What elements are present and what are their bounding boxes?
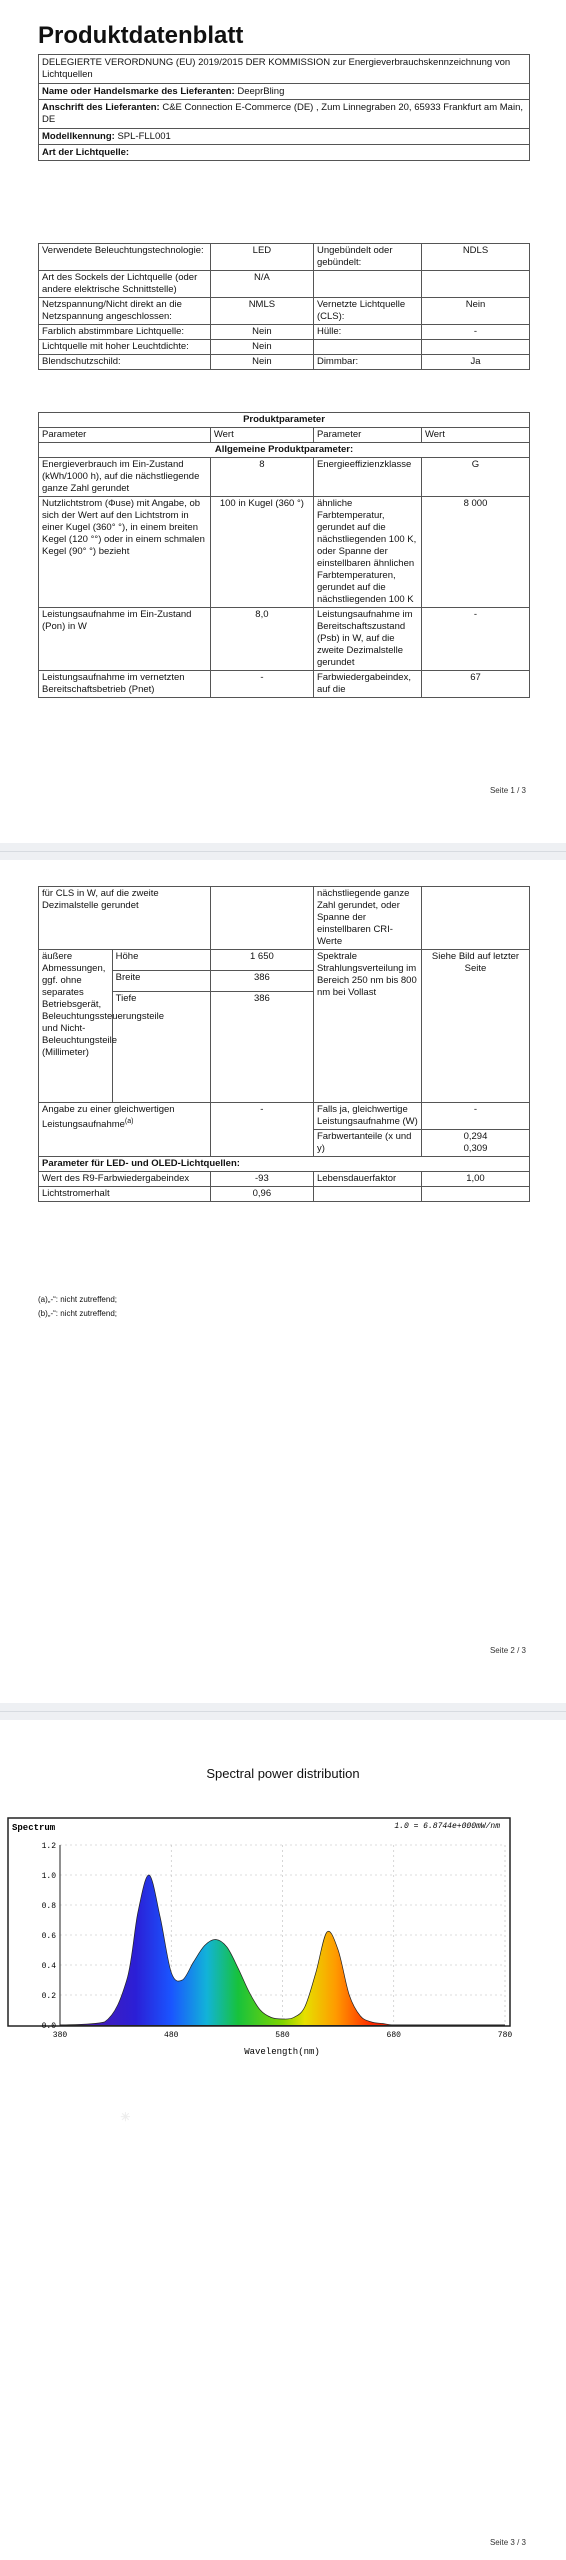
param-value: G <box>421 458 529 497</box>
footnote: (b)„-“: nicht zutreffend; <box>38 1309 117 1318</box>
page-2 <box>0 860 566 1703</box>
watermark: ☀ <box>120 2110 131 2124</box>
page-number: Seite 2 / 3 <box>489 1646 526 1655</box>
equiv-power-label: Falls ja, gleichwertige Leistungsaufnahme (W) <box>313 1103 421 1130</box>
params-table-wrap <box>38 412 530 778</box>
type-param-label: Blendschutzschild: <box>39 355 211 370</box>
x-tick-label: 580 <box>275 2031 290 2040</box>
spectral-label: Spektrale Strahlungsverteilung im Bereich 250 nm bis 800 nm bei Vollast <box>313 950 421 1103</box>
param-row <box>39 497 530 608</box>
spectral-value: Siehe Bild auf letzter Seite <box>421 950 529 1103</box>
regulation-text: DELEGIERTE VERORDNUNG (EU) 2019/2015 DER KOMMISSION zur Energieverbrauchskennzeichnung von Lichtquellen <box>39 55 529 84</box>
param-value: - <box>421 608 529 671</box>
dim-name: Tiefe <box>112 992 210 1103</box>
cont-param-2: nächstliegende ganze Zahl gerundet, oder Spanne der einstellbaren CRI-Werte <box>313 887 421 950</box>
param-value: 67 <box>421 671 529 698</box>
type-table <box>38 243 530 370</box>
type-param-value <box>421 271 529 298</box>
col-value-2: Wert <box>421 428 529 443</box>
col-value-1: Wert <box>210 428 313 443</box>
type-param-value: Nein <box>210 355 313 370</box>
param-label: Energieeffizienzklasse <box>313 458 421 497</box>
params-continued-table <box>38 886 530 1202</box>
dims-label: äußere Abmessungen, ggf. ohne separates Betriebsgerät, Beleuchtungssteuerungsteile und Nicht-Beleuchtungsteile (Millimeter) <box>39 950 113 1103</box>
y-tick-label: 0.6 <box>41 1932 56 1941</box>
page-1 <box>0 0 566 843</box>
type-row <box>39 298 530 325</box>
dim-value: 1 650 <box>210 950 313 971</box>
type-param-value: LED <box>210 244 313 271</box>
chroma-label: Farbwertanteile (x und y) <box>313 1130 421 1157</box>
r9-label: Wert des R9-Farbwiedergabeindex <box>39 1172 211 1187</box>
x-tick-label: 480 <box>164 2031 179 2040</box>
x-tick-label: 680 <box>386 2031 401 2040</box>
type-param-label: Ungebündelt oder gebündelt: <box>313 244 421 271</box>
life-label: Lebensdauerfaktor <box>313 1172 421 1187</box>
model-id: SPL-FLL001 <box>117 131 171 142</box>
y-tick-label: 1.0 <box>41 1872 56 1881</box>
param-label: Leistungsaufnahme im vernetzten Bereitschaftsbetrieb (Pnet) <box>39 671 211 698</box>
general-params-title: Allgemeine Produktparameter: <box>39 443 530 458</box>
type-param-label: Lichtquelle mit hoher Leuchtdichte: <box>39 340 211 355</box>
type-row <box>39 325 530 340</box>
page-divider <box>0 851 566 852</box>
param-label: Leistungsaufnahme im Bereitschaftszustand (Psb) in W, auf die zweite Dezimalstelle gerundet <box>313 608 421 671</box>
page-number: Seite 3 / 3 <box>489 2538 526 2547</box>
param-label: ähnliche Farbtemperatur, gerundet auf die nächstliegenden 100 K, oder Spanne der einstellbaren ähnlichen Farbtemperaturen, gerundet auf die nächstliegenden 100 K <box>313 497 421 608</box>
type-param-value: NDLS <box>421 244 529 271</box>
supplier-name-row <box>39 84 529 100</box>
param-label: Nutzlichtstrom (Φuse) mit Angabe, ob sich der Wert auf den Lichtstrom in einer Kugel (360° °), in einem breiten Kegel (120 °°) oder in einem schmalen Kegel (90° °) bezieht <box>39 497 211 608</box>
type-param-label: Farblich abstimmbare Lichtquelle: <box>39 325 211 340</box>
dim-value: 386 <box>210 992 313 1103</box>
type-label: Art der Lichtquelle: <box>42 147 130 158</box>
y-tick-label: 0.4 <box>41 1962 56 1971</box>
model-label: Modellkennung: <box>42 131 115 142</box>
supplier-address-label: Anschrift des Lieferanten: <box>42 102 160 113</box>
params-table <box>38 412 530 698</box>
chroma-values: 0,294 0,309 <box>421 1130 529 1157</box>
param-value: 8 000 <box>421 497 529 608</box>
type-param-value: Nein <box>421 298 529 325</box>
type-table-wrap <box>38 243 530 370</box>
scale-note: 1.0 = 6.8744e+000mW/nm <box>394 1822 500 1831</box>
chart-title: Spectral power distribution <box>206 1766 360 1781</box>
maint-value: 0,96 <box>210 1187 313 1202</box>
type-param-label <box>313 271 421 298</box>
type-param-label: Art des Sockels der Lichtquelle (oder andere elektrische Schnittstelle) <box>39 271 211 298</box>
type-param-label: Verwendete Beleuchtungstechnologie: <box>39 244 211 271</box>
chart-frame <box>8 1818 510 2026</box>
page-title: Produktdatenblatt <box>38 22 244 49</box>
dim-value: 386 <box>210 971 313 992</box>
param-label: Farbwiedergabeindex, auf die <box>313 671 421 698</box>
y-tick-label: 0.2 <box>41 1992 56 2001</box>
type-param-value: - <box>421 325 529 340</box>
y-tick-label: 1.2 <box>41 1842 56 1851</box>
y-tick-label: 0.0 <box>41 2022 56 2031</box>
supplier-name: DeeprBling <box>237 86 285 97</box>
y-axis-label: Spectrum <box>12 1823 56 1833</box>
y-tick-label: 0.8 <box>41 1902 56 1911</box>
param-value: 8,0 <box>210 608 313 671</box>
equiv-value: - <box>210 1103 313 1157</box>
params-section-title: Produktparameter <box>39 413 530 428</box>
param-value: - <box>210 671 313 698</box>
x-tick-label: 780 <box>497 2031 513 2040</box>
type-param-label: Vernetzte Lichtquelle (CLS): <box>313 298 421 325</box>
type-row <box>39 244 530 271</box>
type-param-label: Dimmbar: <box>313 355 421 370</box>
dim-name: Breite <box>112 971 210 992</box>
supplier-name-label: Name oder Handelsmarke des Lieferanten: <box>42 86 235 97</box>
params-continued-wrap <box>38 886 530 1202</box>
param-label: Energieverbrauch im Ein-Zustand (kWh/1000 h), auf die nächstliegende ganze Zahl gerundet <box>39 458 211 497</box>
supplier-address: C&E Connection E-Commerce (DE) , Zum Linnegraben 20, 65933 Frankfurt am Main, DE <box>42 102 523 125</box>
type-param-value: NMLS <box>210 298 313 325</box>
equiv-power-value: - <box>421 1103 529 1130</box>
type-param-label: Hülle: <box>313 325 421 340</box>
supplier-address-row <box>39 100 529 129</box>
type-row <box>39 271 530 298</box>
led-params-title: Parameter für LED- und OLED-Lichtquellen: <box>39 1157 530 1172</box>
col-param-1: Parameter <box>39 428 211 443</box>
param-value: 100 in Kugel (360 °) <box>210 497 313 608</box>
x-axis-label: Wavelength(nm) <box>244 2047 320 2057</box>
type-row <box>39 355 530 370</box>
type-param-value: N/A <box>210 271 313 298</box>
type-param-value: Nein <box>210 340 313 355</box>
type-param-label: Netzspannung/Nicht direkt an die Netzspannung angeschlossen: <box>39 298 211 325</box>
type-param-value: Nein <box>210 325 313 340</box>
spectral-chart <box>0 1810 566 2130</box>
param-value: 8 <box>210 458 313 497</box>
life-value: 1,00 <box>421 1172 529 1187</box>
maint-label: Lichtstromerhalt <box>39 1187 211 1202</box>
r9-value: -93 <box>210 1172 313 1187</box>
param-row <box>39 608 530 671</box>
type-param-value <box>421 340 529 355</box>
cont-param-1: für CLS in W, auf die zweite Dezimalstelle gerundet <box>39 887 211 950</box>
type-param-label <box>313 340 421 355</box>
footnote: (a)„-“: nicht zutreffend; <box>38 1295 117 1304</box>
param-label: Leistungsaufnahme im Ein-Zustand (Pon) in W <box>39 608 211 671</box>
regulation-box <box>38 54 530 161</box>
param-row <box>39 671 530 698</box>
type-param-value: Ja <box>421 355 529 370</box>
dim-name: Höhe <box>112 950 210 971</box>
page-divider <box>0 1711 566 1712</box>
x-tick-label: 380 <box>52 2031 68 2040</box>
type-row <box>39 340 530 355</box>
equiv-label: Angabe zu einer gleichwertigen Leistungsaufnahme$^{(a)}$ <box>39 1103 211 1157</box>
page-number: Seite 1 / 3 <box>489 786 526 795</box>
model-row <box>39 129 529 145</box>
param-row <box>39 458 530 497</box>
page-3 <box>0 1720 566 2560</box>
col-param-2: Parameter <box>313 428 421 443</box>
